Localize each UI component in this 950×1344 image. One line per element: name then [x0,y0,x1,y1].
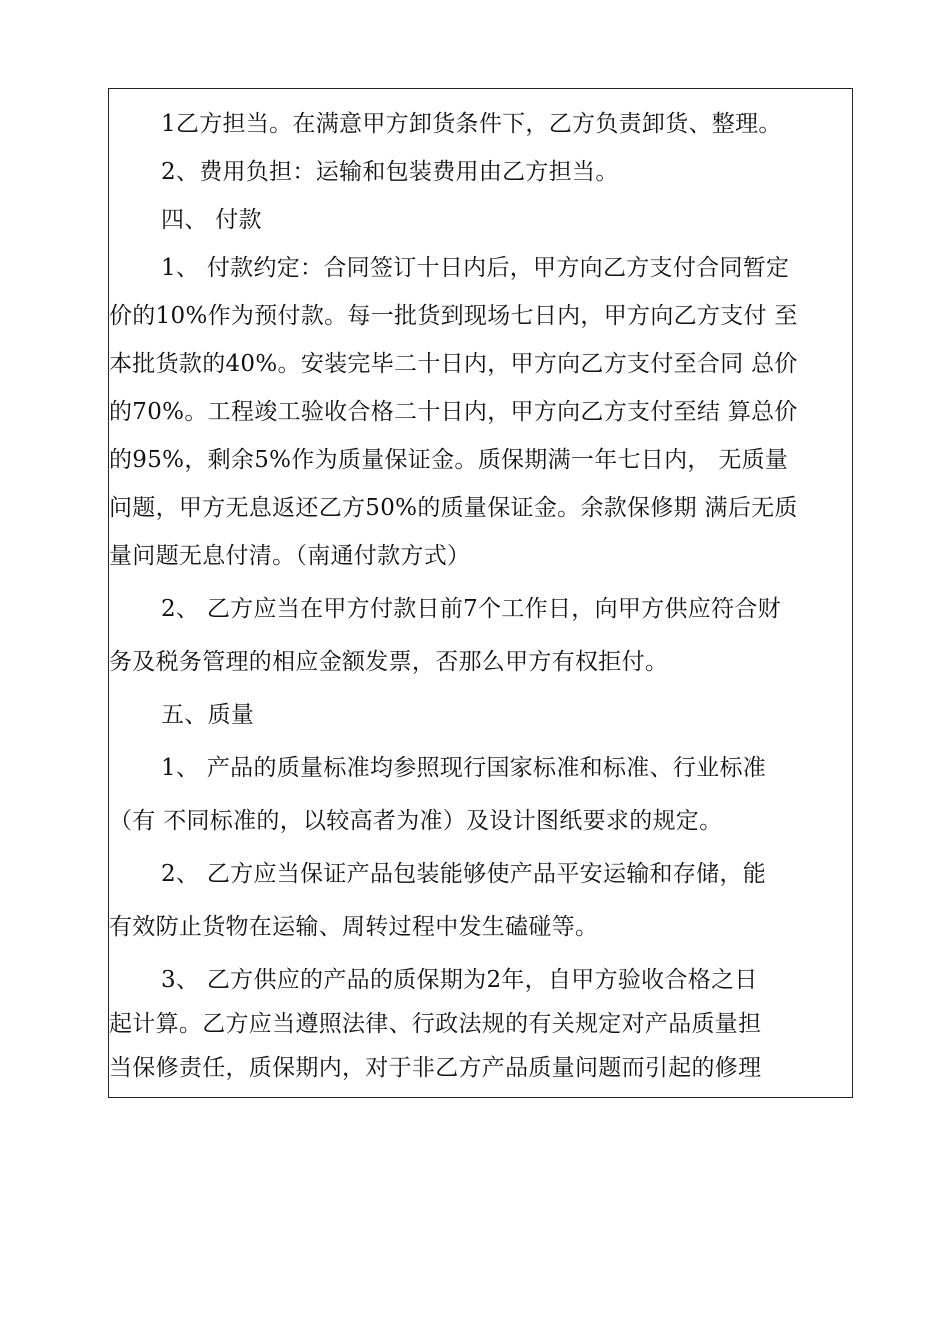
section-heading-payment: 四、 付款 [161,207,262,233]
text-line-9: 问题，甲方无息返还乙方50%的质量保证金。余款保修期 满后无质 [109,495,798,521]
text-line-7: 的70%。工程竣工验收合格二十日内，甲方向乙方支付至结 算总价 [109,399,798,425]
section-heading-quality: 五、质量 [161,702,255,728]
text-line-2: 2、费用负担：运输和包装费用由乙方担当。 [161,159,619,185]
text-line-10: 量问题无息付清。（南通付款方式） [109,543,471,569]
text-line-20: 当保修责任，质保期内，对于非乙方产品质量问题而引起的修理 [109,1055,762,1081]
text-line-17: 有效防止货物在运输、周转过程中发生磕碰等。 [109,914,599,940]
text-line-5: 价的10%作为预付款。每一批货到现场七日内，甲方向乙方支付 至 [109,303,798,329]
text-line-4: 1、 付款约定：合同签订十日内后，甲方向乙方支付合同暂定 [161,255,790,281]
text-line-8: 的95%，剩余5%作为质量保证金。质保期满一年七日内， 无质量 [109,447,789,473]
text-line-14: 1、 产品的质量标准均参照现行国家标准和标准、行业标准 [161,755,767,781]
text-line-1: 1乙方担当。在满意甲方卸货条件下，乙方负责卸货、整理。 [161,111,782,137]
text-line-19: 起计算。乙方应当遵照法律、行政法规的有关规定对产品质量担 [109,1011,762,1037]
text-line-16: 2、 乙方应当保证产品包装能够使产品平安运输和存储，能 [161,861,767,887]
text-line-6: 本批货款的40%。安装完毕二十日内，甲方向乙方支付至合同 总价 [109,351,798,377]
text-line-15: （有 不同标准的，以较高者为准）及设计图纸要求的规定。 [109,808,723,834]
text-line-12: 务及税务管理的相应金额发票，否那么甲方有权拒付。 [109,649,669,675]
text-line-11: 2、 乙方应当在甲方付款日前7个工作日，向甲方供应符合财 [161,596,781,622]
text-line-18: 3、 乙方供应的产品的质保期为2年，自甲方验收合格之日 [161,967,758,993]
contract-text-frame [108,88,853,1098]
